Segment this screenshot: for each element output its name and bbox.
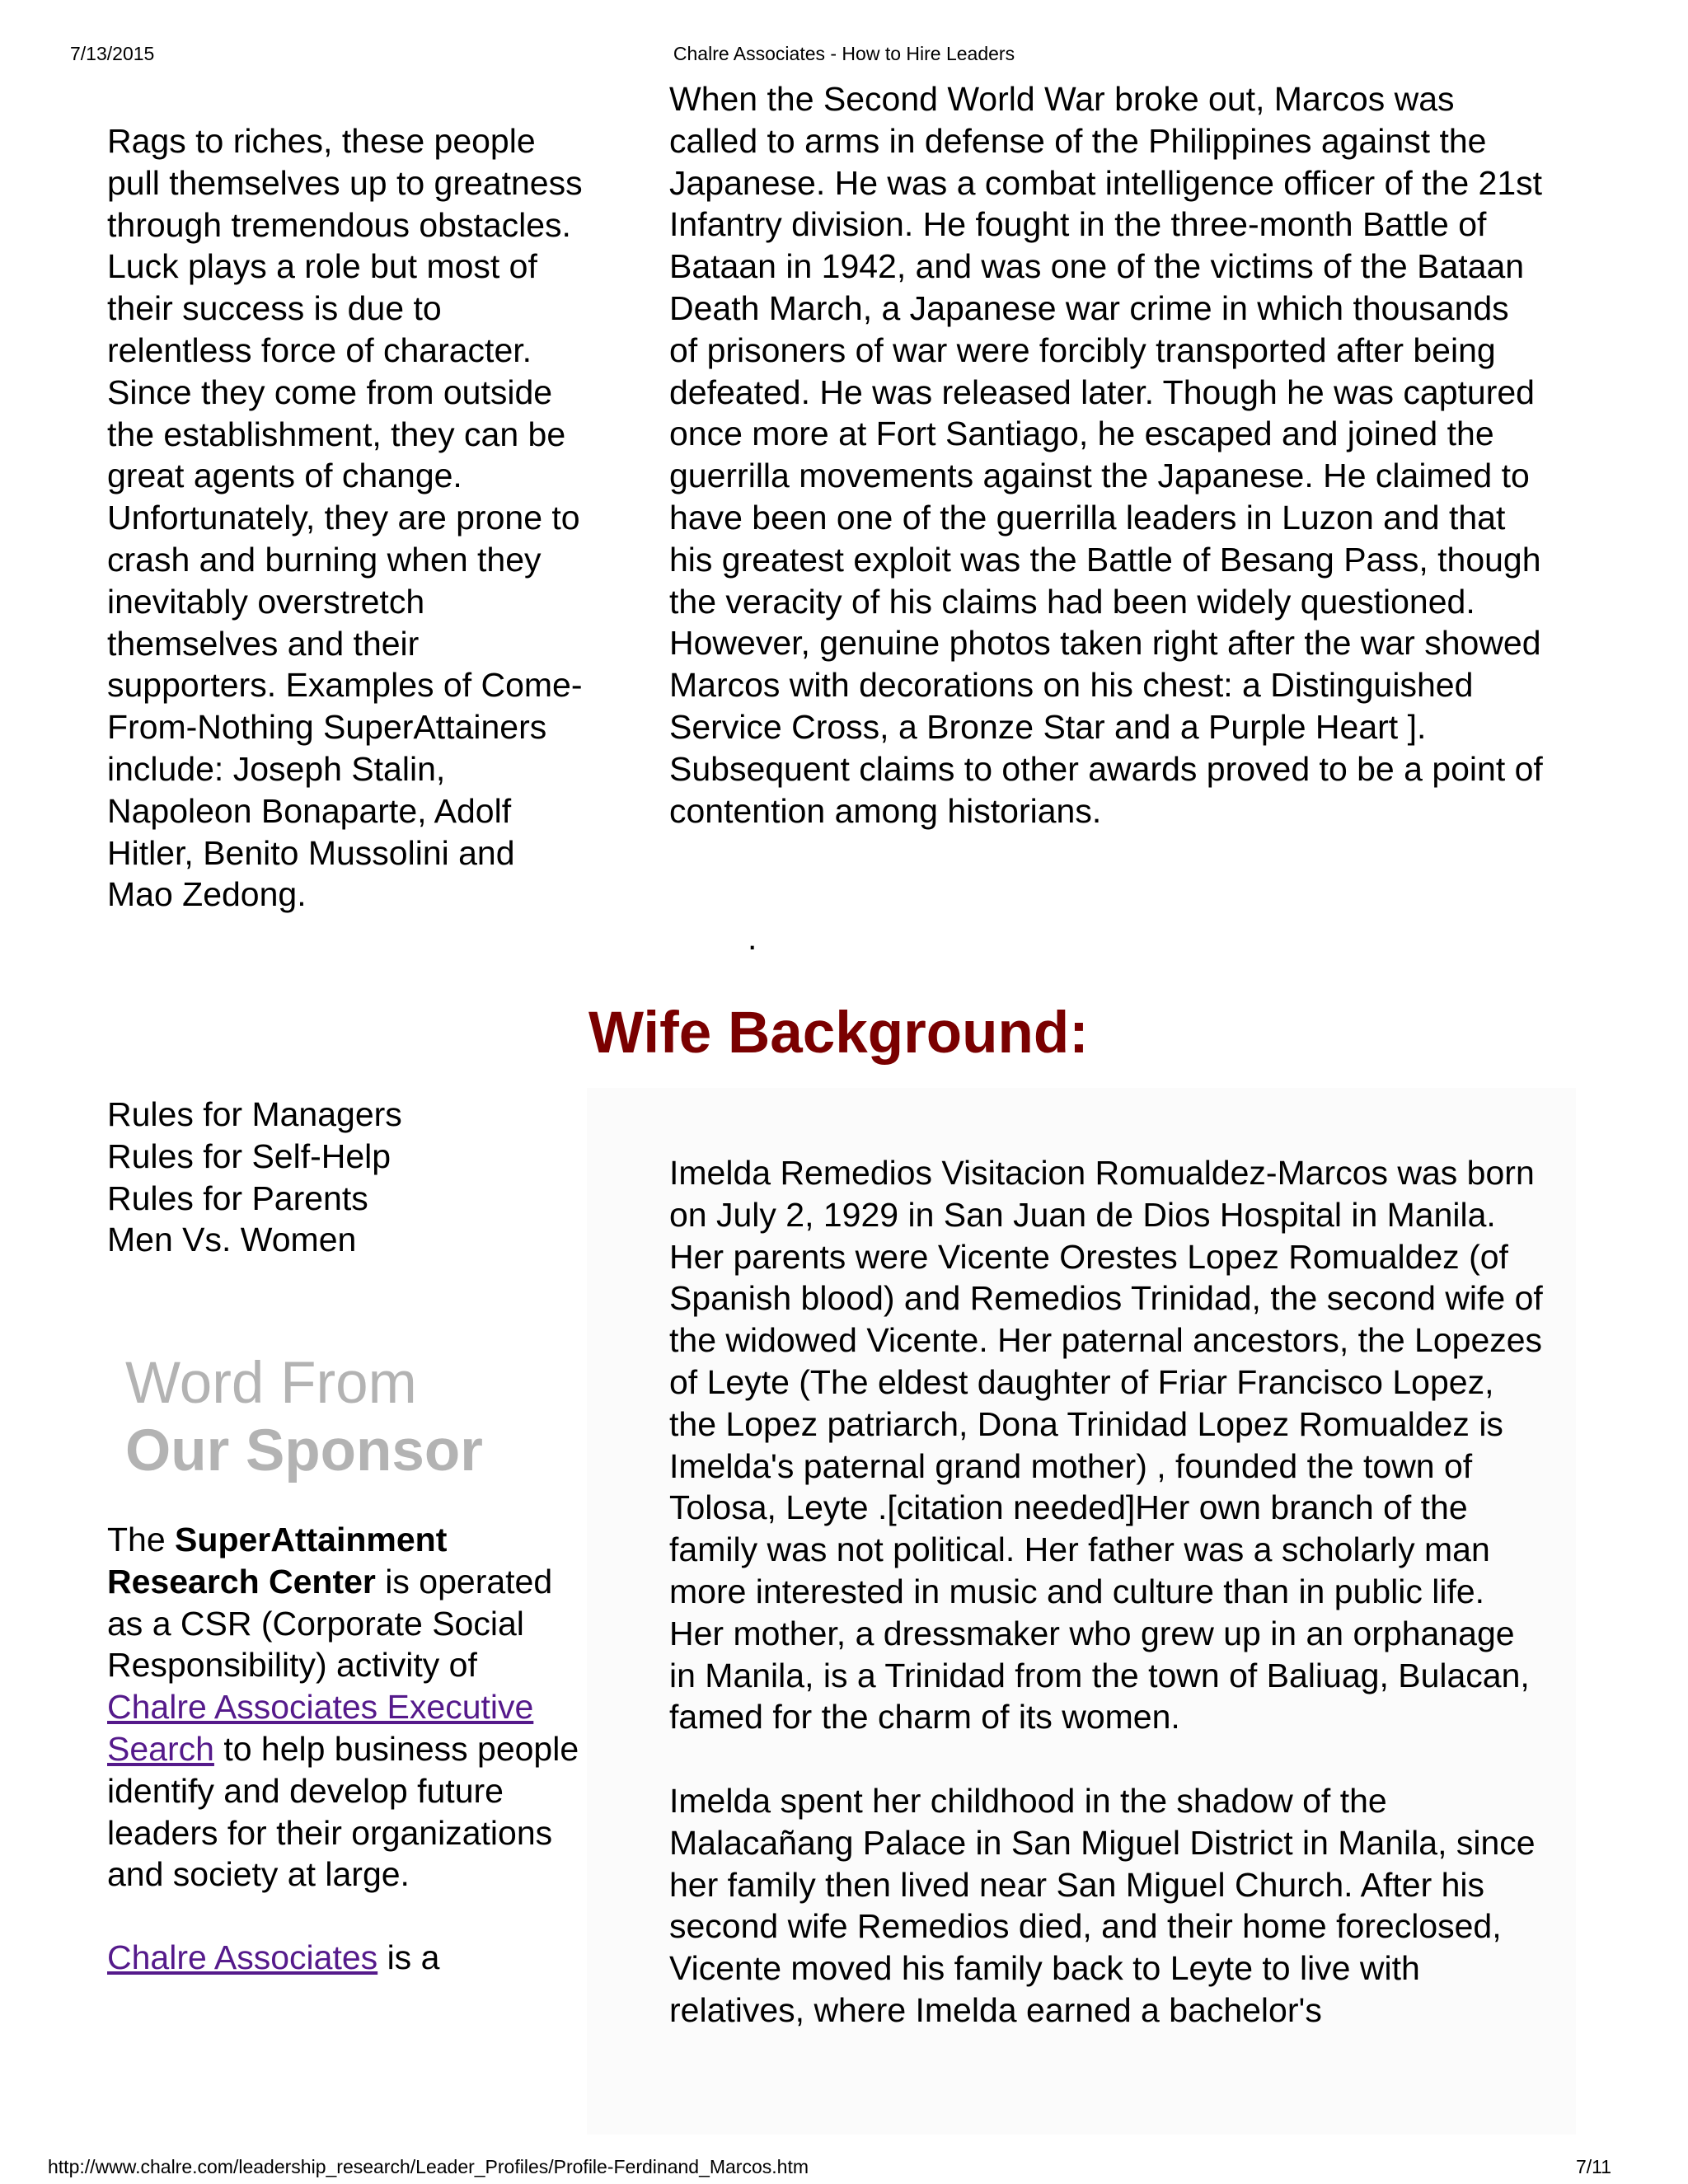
sponsor-heading	[125, 1350, 587, 1485]
print-page-title: Chalre Associates - How to Hire Leaders	[673, 43, 1015, 64]
sponsor-text-post: to help business people identify and develop future leaders for their organizations and society at large.	[107, 1729, 579, 1894]
left-column	[107, 120, 585, 916]
nav-link-rules-managers[interactable]: Rules for Managers	[107, 1095, 402, 1133]
print-page-number: 7/11	[1576, 2156, 1612, 2177]
rules-nav	[107, 1094, 402, 1261]
chalre-associates-link[interactable]: Chalre Associates	[107, 1938, 378, 1977]
come-from-nothing-paragraph: Rags to riches, these people pull themselves up to greatness through tremendous obstacles. Luck plays a role but most of their success is due to relentless force of character. Since they come from outside the establishment, they can be great agents of change. Unfortunately, they are prone to crash and burning when they inevitably overstretch themselves and their supporters. Examples of Come-From-Nothing SuperAttainers include: Joseph Stalin, Napoleon Bonaparte, Adolf Hitler, Benito Mussolini and Mao Zedong.	[107, 122, 583, 914]
sponsor-text-pre: The	[107, 1521, 176, 1558]
sponsor-text-mid: is operated as a CSR (Corporate Social Responsibility) activity of	[107, 1562, 553, 1685]
sponsor-heading-bold: Our Sponsor	[125, 1418, 483, 1483]
main-column-wife	[669, 1152, 1543, 2032]
sponsor-heading-light: Word From	[125, 1351, 417, 1416]
sponsor-text	[107, 1519, 585, 1979]
nav-link-rules-self-help[interactable]: Rules for Self-Help	[107, 1137, 392, 1175]
print-url: http://www.chalre.com/leadership_research/Leader_Profiles/Profile-Ferdinand_Marcos.htm	[48, 2156, 809, 2177]
wife-background-heading: Wife Background:	[588, 1001, 1089, 1066]
wife-paragraph-2: Imelda spent her childhood in the shadow of the Malacañang Palace in San Miguel District in Manila, since her family then lived near San Miguel Church. After his second wife Remedios died, and their home foreclosed, Vicente moved his family back to Leyte to live with relatives, where Imelda earned a bachelor's	[669, 1781, 1536, 2029]
wife-paragraph-1: Imelda Remedios Visitacion Romualdez-Marcos was born on July 2, 1929 in San Juan de Dios Hospital in Manila. Her parents were Vicente Orestes Lopez Romualdez (of Spanish blood) and Remedios Trinidad, the second wife of the widowed Vicente. Her paternal ancestors, the Lopezes of Leyte (The eldest daughter of Friar Francisco Lopez, the Lopez patriarch, Dona Trinidad Lopez Romualdez is Imelda's paternal grand mother) , founded the town of Tolosa, Leyte .[citation needed]Her own branch of the family was not political. Her father was a scholarly man more interested in music and culture than in public life. Her mother, a dressmaker who grew up in an orphanage in Manila, is a Trinidad from the town of Baliuag, Bulacan, famed for the charm of its women.	[669, 1154, 1543, 1736]
chalre-paragraph	[107, 1937, 585, 1979]
separator-dot: .	[748, 919, 757, 957]
nav-link-men-vs-women[interactable]: Men Vs. Women	[107, 1221, 357, 1259]
nav-link-rules-parents[interactable]: Rules for Parents	[107, 1179, 368, 1217]
chalre-text-post: is a	[377, 1938, 440, 1977]
main-column-war	[669, 78, 1543, 832]
war-paragraph: When the Second World War broke out, Marcos was called to arms in defense of the Philippines against the Japanese. He was a combat intelligence officer of the 21st Infantry division. He fought in the three-month Battle of Bataan in 1942, and was one of the victims of the Bataan Death March, a Japanese war crime in which thousands of prisoners of war were forcibly transported after being defeated. He was released later. Though he was captured once more at Fort Santiago, he escaped and joined the guerrilla movements against the Japanese. He claimed to have been one of the guerrilla leaders in Luzon and that his greatest exploit was the Battle of Besang Pass, though the veracity of his claims had been widely questioned. However, genuine photos taken right after the war showed Marcos with decorations on his chest: a Distinguished Service Cross, a Bronze Star and a Purple Heart ]. Subsequent claims to other awards proved to be a point of contention among historians.	[669, 80, 1543, 830]
sponsor-paragraph	[107, 1519, 585, 1896]
executive-search-link[interactable]: Chalre Associates Executive Search	[107, 1688, 534, 1768]
print-date: 7/13/2015	[70, 43, 155, 64]
research-center-name: SuperAttainment Research Center	[107, 1521, 448, 1601]
